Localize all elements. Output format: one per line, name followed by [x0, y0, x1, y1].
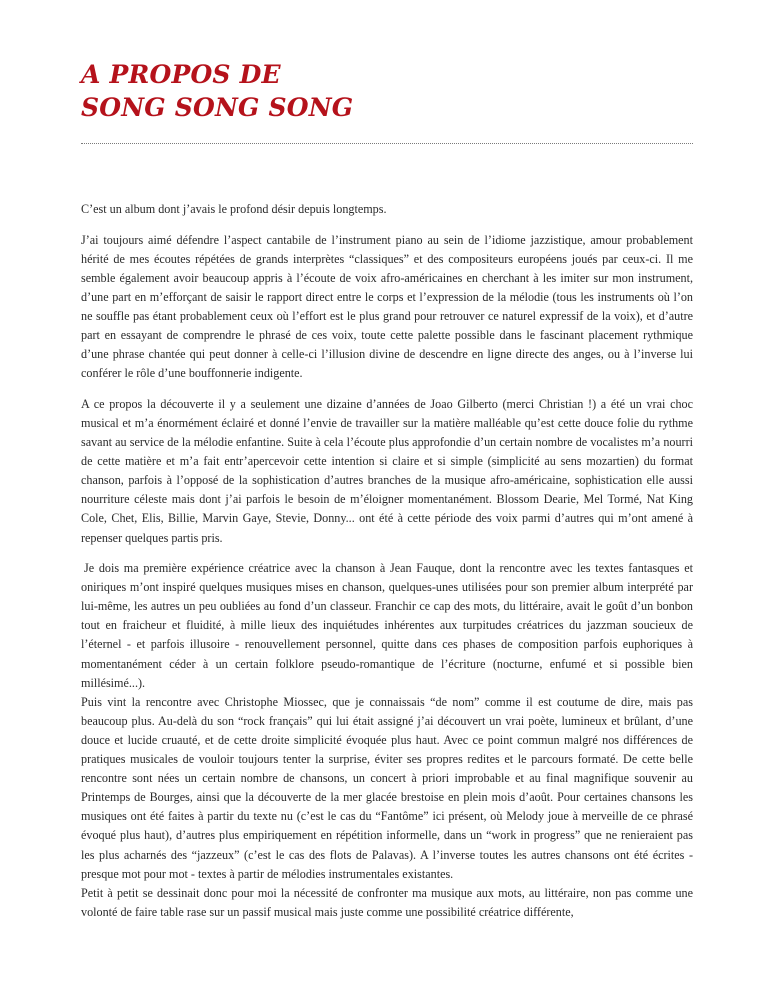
paragraph-jean-fauque: Je dois ma première expérience créatrice avec la chanson à Jean Fauque, dont la rencontre avec les textes fantasques et oniriques m’ont inspiré quelques musiques mises en chanson, quelques-unes utilisées pour son premier album interprété par lui-même, les autres un peu oubliées au fond d’un classeur. Franchir ce cap des mots, du littéraire, avait le goût d’un bonbon tout en fraicheur et fluidité, à mille lieux des inquiétudes inhérentes aux turpitudes créatrices du jazzman soucieux de l’éternel - et parfois illusoire - renouvellement personnel, quitte dans ces phases de composition parfois euphoriques à momentanément céder à un certain folklore pseudo-romantique de l’écriture (nocturne, enfumé et si possible bien millésimé...). [81, 561, 693, 690]
article-body [81, 200, 693, 922]
page-title-line-1: A PROPOS DE [81, 60, 281, 89]
dotted-divider [81, 143, 693, 144]
paragraph-intro: C’est un album dont j’avais le profond désir depuis longtemps. [81, 202, 387, 216]
paragraph-miossec: Puis vint la rencontre avec Christophe Miossec, que je connaissais “de nom” comme il est coutume de dire, mais pas beaucoup plus. Au-delà du son “rock français” qui lui était assigné j’ai découvert un vrai poète, lumineux et brûlant, d’une douce et lucide cruauté, et de cette droite simplicité évoquée plus haut. Avec ce point commun malgré nos différences de pratiques musicales de vouloir toujours tenter la surprise, éviter ses propres redites et le parcours formaté. De cette belle rencontre sont nées un certain nombre de chansons, un concert à priori improbable et au final magnifique souvenir au Printemps de Bourges, ainsi que la découverte de la mer glacée brestoise en plein mois d’août. Pour certaines chansons les musiques ont été faites à partir du texte nu (c’est le cas du “Fantôme” ici présent, où Melody joue à merveille de ce phrasé évoqué plus haut), d’autres plus empiriquement en répétition informelle, dans un “work in progress” que ne renieraient pas les plus acharnés des “jazzeux” (c’est le cas des flots de Palavas). A l’inverse toutes les autres chansons ont été écrites - presque mot pour mot - textes à partir de mélodies instrumentales existantes. [81, 694, 693, 881]
paragraph-petit-a-petit: Petit à petit se dessinait donc pour moi la nécessité de confronter ma musique aux mots, au littéraire, non pas comme une volonté de faire table rase sur un passif musical mais juste comme une possibilité créatrice différente, [81, 885, 693, 919]
page-title [81, 58, 353, 124]
paragraph-joao-gilberto: A ce propos la découverte il y a seulement une dizaine d’années de Joao Gilberto (merci Christian !) a été un vrai choc musical et m’a énormément éclairé et donné l’envie de travailler sur la matière malléable qu’est cette douce folie du rythme savant au service de la mélodie enfantine. Suite à cela l’écoute plus approfondie d’un certain nombre de vocalistes m’a nourri de cette matière et m’a fait entr’apercevoir cette intention si claire et si simple (simplicité au sens mozartien) du format chanson, parfois à l’opposé de la sophistication d’autres branches de la musique afro-américaine, sophistication elle aussi nourriture céleste mais dont j’ai parfois le besoin de m’éloigner momentanément. Blossom Dearie, Mel Tormé, Nat King Cole, Chet, Elis, Billie, Marvin Gaye, Stevie, Donny... ont été à cette période des voix parmi d’autres qui m’ont amené à repenser quelques partis pris. [81, 396, 693, 545]
page-title-line-2: SONG SONG SONG [81, 93, 354, 122]
paragraph-cantabile: J’ai toujours aimé défendre l’aspect cantabile de l’instrument piano au sein de l’idiome jazzistique, amour probablement hérité de mes écoutes répétées de grands interprètes “classiques” et des compositeurs européens joués par ceux-ci. Il me semble également avoir beaucoup appris à l’écoute de voix afro-américaines en cherchant à les imiter sur mon instrument, d’une part en m’efforçant de saisir le rapport direct entre le corps et l’expression de la mélodie (tous les instruments où l’on ne souffle pas étant probablement ceux où l’effort est le plus grand pour retrouver ce naturel expressif de la voix), et d’autre part en essayant de comprendre le phrasé de ces voix, toute cette palette possible dans le fascinant placement rythmique d’une phrase chantée qui peut donner à celle-ci l’illusion divine de descendre en ligne directe des anges, ou à l’inverse lui conférer le rôle d’une bouffonnerie indigente. [81, 232, 693, 381]
